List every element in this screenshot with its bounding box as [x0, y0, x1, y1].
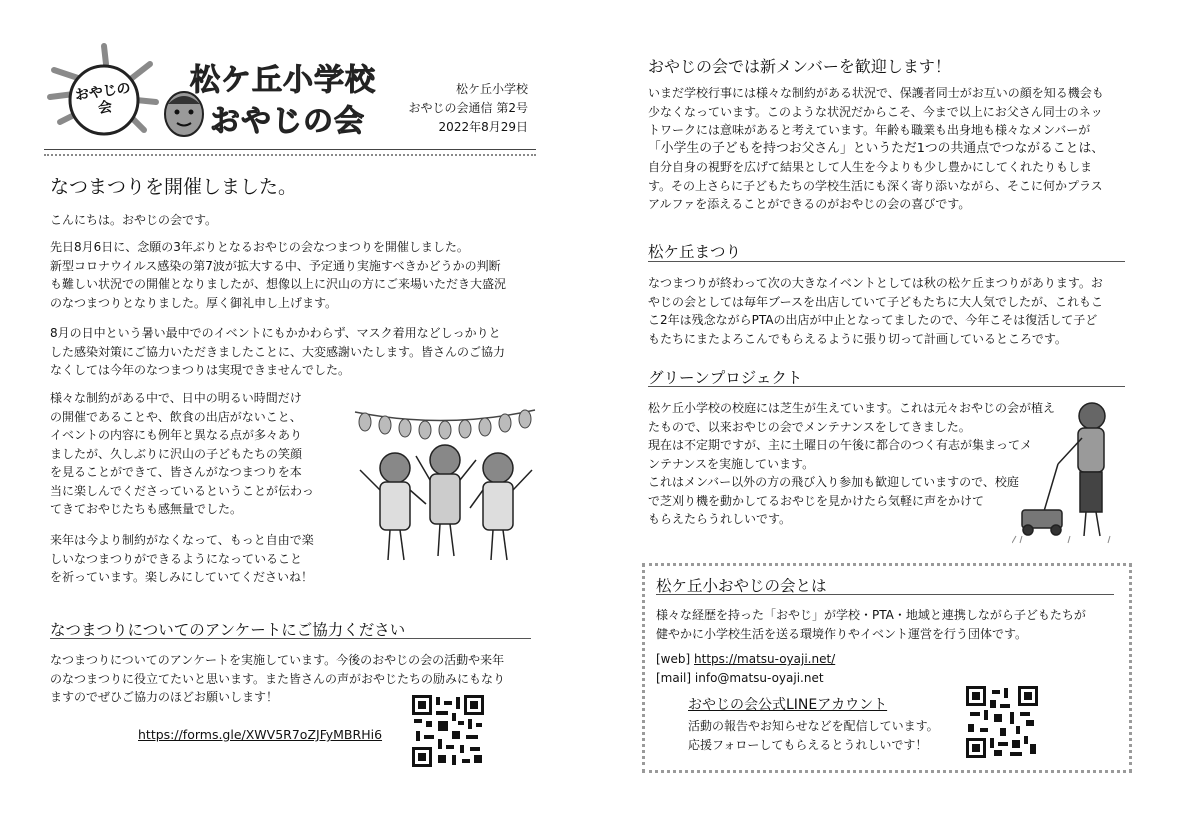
text-line: で芝刈り機を動かしてるおやじを見かけたら気軽に声をかけて — [648, 493, 985, 508]
text-line: 様々な制約がある中で、日中の明るい時間だけ — [50, 391, 302, 405]
text-line: もらえたらうれしいです。 — [648, 512, 792, 526]
festival-heading-rule — [648, 261, 1125, 262]
about-heading-rule — [656, 594, 1114, 595]
text-line: たもので、以来おやじの会でメンテナンスをしてきました。 — [648, 419, 971, 434]
section-heading-green-project: グリーンプロジェクト — [648, 369, 803, 387]
greeting: こんにちは。おやじの会です。 — [50, 213, 218, 227]
text-line: てきておやじたちも感無量でした。 — [50, 502, 243, 516]
paragraph-line-account — [688, 717, 968, 754]
festival-illustration — [350, 400, 540, 570]
paragraph-constraints — [50, 389, 340, 519]
title-line2: おやじの会 — [210, 104, 365, 139]
issuer: 松ケ丘小学校 — [455, 82, 528, 96]
section-heading-festival-report: なつまつりを開催しました。 — [50, 176, 298, 198]
green-heading-rule — [648, 386, 1125, 387]
paragraph-thanks — [50, 324, 540, 380]
text-line: のなつまつりに役立てたいと思います。また皆さんの声がおやじたちの励みにもなり — [50, 671, 506, 686]
mail-label: [mail] — [656, 671, 692, 685]
paragraph-next-year — [50, 531, 340, 587]
web-label: [web] — [656, 652, 691, 666]
text-line: を見ることができて、皆さんがなつまつりを本 — [50, 465, 302, 479]
paragraph-festival — [648, 274, 1138, 348]
text-line: も難しい状況での開催となりましたが、想像以上に沢山の方にご来場いただき大盛況 — [50, 277, 507, 291]
line-qr-code-icon[interactable] — [966, 686, 1038, 758]
survey-link[interactable]: https://forms.gle/XWV5R7oZJFyMBRHi6 — [138, 727, 383, 742]
text-line: なくしては今年のなつまつりは実現できませんでした。 — [50, 363, 351, 377]
survey-qr-code-icon[interactable] — [412, 695, 484, 767]
about-heading: 松ケ丘小おやじの会とは — [656, 577, 827, 595]
header-divider — [44, 149, 536, 156]
text-line: 8月の日中という暑い最中でのイベントにもかかわらず、マスク着用などしっかりと — [50, 326, 501, 340]
text-line: イベントの内容にも例年と異なる点が多々あり — [50, 428, 303, 442]
logo-text: おやじの会 — [74, 80, 132, 117]
issue-date: 2022年8月29日 — [438, 120, 528, 134]
text-line: 様々な経歴を持った「おやじ」が学校・PTA・地域と連携しながら子どもたちが — [656, 608, 1086, 622]
text-line: なつまつりについてのアンケートを実施しています。今後のおやじの会の活動や来年 — [50, 653, 505, 667]
section-heading-survey: なつまつりについてのアンケートにご協力ください — [50, 621, 406, 639]
text-line: なつまつりが終わって次の大きなイベントとしては秋の松ケ丘まつりがあります。お — [648, 276, 1103, 290]
lawn-mower-illustration — [1012, 398, 1122, 548]
section-heading-new-members: おやじの会では新メンバーを歓迎します！ — [648, 57, 951, 76]
paragraph-welcome — [648, 84, 1138, 214]
newsletter-number: おやじの会通信 第2号 — [408, 101, 528, 115]
text-line: やじの会としては毎年ブースを出店していて子どもたちに大人気でしたが、これもこ — [648, 294, 1104, 309]
text-line: を祈っています。楽しみにしていてくださいね！ — [50, 570, 314, 584]
text-line: した感染対策にご協力いただきましたことに、大変感謝いたします。皆さんのご協力 — [50, 344, 506, 359]
survey-heading-rule — [50, 638, 531, 639]
text-line: のなつまつりとなりました。厚く御礼申し上げます。 — [50, 295, 338, 310]
paragraph-report — [50, 238, 540, 312]
text-line: 自分自身の視野を広げて結果として人生を今よりも少し豊かにしてくれたりもしま — [648, 160, 1093, 174]
oyaji-logo — [44, 42, 164, 142]
text-line: 当に楽しんでくださっているということが伝わっ — [50, 483, 314, 498]
section-heading-matsugaoka-festival: 松ケ丘まつり — [648, 243, 742, 261]
text-line: ンテナンスを実施しています。 — [648, 456, 815, 471]
text-line: こ2年は残念ながらPTAの出店が中止となってましたので、今年こそは復活して子ど — [648, 313, 1098, 327]
text-line: もたちにまたよろこんでもらえるように張り切って計画しているところです。 — [648, 331, 1067, 346]
text-line: 現在は不定期ですが、主に土曜日の午後に都合のつく有志が集まってメ — [648, 438, 1033, 452]
line-account-heading[interactable]: おやじの会公式LINEアカウント — [688, 697, 888, 713]
paragraph-about — [656, 606, 1121, 643]
text-line: 少なくなっています。このような状況だからこそ、今まで以上にお父さん同士のネッ — [648, 104, 1103, 119]
text-line: 応援フォローしてもらえるとうれしいです！ — [688, 737, 928, 752]
text-line: 「小学生の子どもを持つお父さん」というただ1つの共通点でつながることは、 — [648, 140, 1105, 156]
text-line: 先日8月6日に、念願の3年ぶりとなるおやじの会なつまつりを開催しました。 — [50, 240, 469, 254]
text-line: 来年は今より制約がなくなって、もっと自由で楽 — [50, 533, 314, 547]
title-line1: 松ケ丘小学校 — [190, 63, 376, 98]
text-line: アルファを添えることができるのがおやじの会の喜びです。 — [648, 197, 971, 211]
text-line: ますのでぜひご協力のほどお願いします！ — [50, 690, 279, 704]
text-line: 新型コロナウイルス感染の第7波が拡大する中、予定通り実施すべきかどうかの判断 — [50, 258, 501, 273]
text-line: ましたが、久しぶりに沢山の子どもたちの笑顔 — [50, 446, 303, 461]
text-line: しいなつまつりができるようになっていること — [50, 551, 303, 566]
text-line: 松ケ丘小学校の校庭には芝生が生えています。これは元々おやじの会が植え — [648, 401, 1056, 415]
text-line: 活動の報告やお知らせなどを配信しています。 — [688, 719, 939, 733]
text-line: これはメンバー以外の方の飛び入り参加も歓迎していますので、校庭 — [648, 475, 1019, 489]
text-line: 健やかに小学校生活を送る環境作りやイベント運営を行う団体です。 — [656, 626, 1028, 641]
text-line: す。その上さらに子どもたちの学校生活にも深く寄り添いながら、そこに何かプラス — [648, 178, 1103, 193]
email-link[interactable]: info@matsu-oyaji.net — [694, 671, 824, 685]
text-line: の開催であることや、飲食の出店がないこと、 — [50, 409, 302, 424]
text-line: いまだ学校行事には様々な制約がある状況で、保護者同士がお互いの顔を知る機会も — [648, 86, 1104, 100]
website-link[interactable]: https://matsu-oyaji.net/ — [694, 652, 836, 666]
text-line: トワークには意味があると考えています。年齢も職業も出身地も様々なメンバーが — [648, 123, 1091, 137]
